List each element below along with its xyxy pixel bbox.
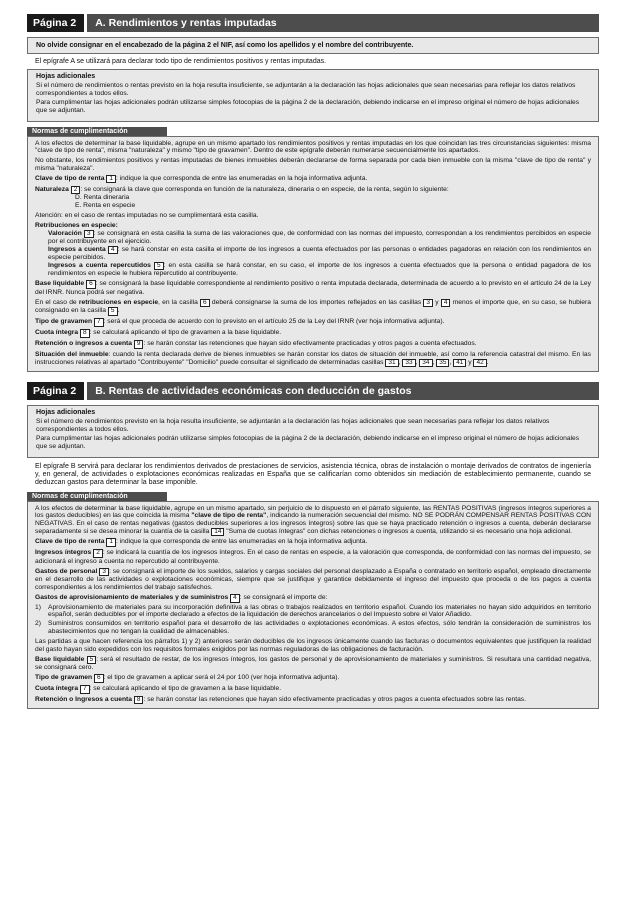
casilla-box: 3 bbox=[84, 230, 94, 239]
gastos-personal-rule: Gastos de personal 3 : se consignará el importe de los sueldos, salarios y cargas sociales del personal desplazado a España o contratado en territorio español, empleado directamente en el desarrollo de las actividades o explotaciones económicas, siempre que se justifique y garantice debidamente el ingreso del impuesto que proceda o de los pagos a cuenta correspondientes a los rendimientos del trabajo satisfechos. bbox=[35, 567, 591, 591]
casilla-box: 6 bbox=[94, 674, 104, 683]
casilla-box: 7 bbox=[94, 318, 104, 327]
clave-tipo-renta-rule: Clave de tipo de renta 1 : indique la que corresponda de entre las enumeradas en la hoja informativa adjunta. bbox=[35, 174, 368, 182]
casilla-box: 6 bbox=[200, 299, 210, 308]
casilla-box: 3 bbox=[99, 568, 109, 577]
casilla-box: 35 bbox=[436, 359, 449, 368]
casilla-box: 4 bbox=[230, 594, 240, 603]
tipo-gravamen-rule: Tipo de gravamen 7 : será el que proceda de acuerdo con lo previsto en el artículo 25 de la Ley del IRNR (ver hoja informativa adjunta). bbox=[35, 318, 445, 326]
retribuciones-heading: Retribuciones en especie: bbox=[35, 221, 118, 229]
casilla-box: 5 bbox=[108, 307, 118, 316]
casilla-box: 34 bbox=[419, 359, 432, 368]
tipo-gravamen-rule: Tipo de gravamen 6 : el tipo de gravamen a aplicar será el 24 por 100 (ver hoja informativa adjunta). bbox=[35, 674, 340, 682]
section-a-title: A. Rendimientos y rentas imputadas bbox=[87, 14, 599, 32]
hojas-heading: Hojas adicionales bbox=[36, 73, 96, 80]
cuota-integra-rule: Cuota íntegra 7 : se calculará aplicando el tipo de gravamen a la base liquidable. bbox=[35, 685, 282, 693]
ingresos-cuenta-rule: Ingresos a cuenta 4 : se hará constar en esta casilla el importe de los ingresos a cuenta efectuados por las personas o entidades pagadoras en relación con los rendimientos en especie percibidos. bbox=[48, 245, 591, 262]
normas-paragraph: No obstante, los rendimientos positivos y rentas imputadas de bienes inmuebles deberán declararse de forma separada por cada bien inmueble con la misma "clave de tipo de renta" y misma "naturaleza". bbox=[35, 157, 591, 172]
naturaleza-option: D. Renta dineraria bbox=[75, 194, 130, 202]
hojas-paragraph-2: Para cumplimentar las hojas adicionales podrán utilizarse simples fotocopias de la página 2 de la declaración, debiendo indicarse en el impreso original el número de hojas adicionales que se adjuntan. bbox=[36, 435, 580, 451]
casilla-box: 4 bbox=[108, 246, 118, 255]
hojas-paragraph-1: Si el número de rendimientos previsto en la hoja resulta insuficiente, se adjuntarán a la declaración las hojas adicionales que sean necesarias para reflejar los datos relativos correspondientes a todos ellos. bbox=[36, 418, 550, 433]
section-a-normas bbox=[27, 127, 599, 373]
casilla-box: 31 bbox=[385, 359, 398, 368]
casilla-box: 8 bbox=[134, 696, 144, 705]
retribuciones-casilla-rule: En el caso de retribuciones en especie, en la casilla 6 deberá consignarse la suma de los importes reflejados en las casillas 3 y 4 menos el importe que, en su caso, se hubiera consignado en la casilla 5 . bbox=[35, 298, 591, 315]
hojas-paragraph-2: Para cumplimentar las hojas adicionales podrán utilizarse simples fotocopias de la página 2 de la declaración, debiendo indicarse en el impreso original el número de hojas adicionales que se adjuntan. bbox=[36, 99, 580, 114]
casilla-box: 5 bbox=[154, 262, 164, 271]
aprovisionamiento-rule: Gastos de aprovisionamiento de materiales y de suministros 4 : se consignará el importe de: bbox=[35, 594, 328, 601]
base-liquidable-rule: Base liquidable 5 : será el resultado de restar, de los ingresos íntegros, los gastos de personal y de aprovisionamiento de materiales y suministros. Si resultara una cantidad negativa, se consignará cero. bbox=[35, 655, 591, 672]
ingresos-repercutidos-rule: Ingresos a cuenta repercutidos 5 : en esta casilla se hará constar, en su caso, el importe de los ingresos a cuenta efectuados que la persona o entidad pagadora de los rendimientos en especie le hubiera repercutido al contribuyente. bbox=[48, 261, 591, 278]
retencion-rule: Retención o ingresos a cuenta 9 : se harán constar las retenciones que hayan sido efectivamente practicadas y otros pagos a cuenta efectuados. bbox=[35, 340, 477, 348]
casilla-box: 41 bbox=[453, 359, 466, 368]
situacion-inmueble-rule: Situación del inmueble: cuando la renta declarada derive de bienes inmuebles se harán constar los datos de situación del inmueble, así como la referencia catastral del mismo. En las instrucciones relativas al apartado "Contribuyente" "Domicilio" puede consultar el significado de determinadas casillas 31 , 33 , 34 , 35 , 41 y 42 . bbox=[35, 351, 591, 366]
partidas-paragraph: Las partidas a que hacen referencia los párrafos 1) y 2) anteriores serán deducibles de los ingresos únicamente cuando las facturas o documentos equivalentes que justifiquen la realidad del gasto hayan sido expedidos con los requisitos formales exigidos por las normas reguladoras de las obligaciones de facturación. bbox=[35, 637, 591, 653]
cuota-integra-rule: Cuota íntegra 8 : se calculará aplicando el tipo de gravamen a la base liquidable. bbox=[35, 329, 282, 337]
section-b-hojas-adicionales bbox=[27, 405, 599, 458]
casilla-box: 4 bbox=[441, 299, 451, 308]
normas-body bbox=[27, 501, 599, 710]
casilla-box: 2 bbox=[71, 186, 81, 195]
list-item: 2) Suministros consumidos en territorio español para el desarrollo de las actividades o explotaciones económicas. A estos efectos, sólo tendrán la consideración de suministros los abastecimientos que no tengan la cualidad de almacenables. bbox=[35, 620, 591, 635]
normas-paragraph: A los efectos de determinar la base liquidable, agrupe en un mismo apartado, sin perjuicio de lo dispuesto en el párrafo siguiente, las RENTAS POSITIVAS (ingresos íntegros superiores a los gastos deducibles) en las que coincida la misma "clave de tipo de renta", indicando la numeración secuencial del mismo. NO SE PODRÁN COMPENSAR RENTAS POSITIVAS CON NEGATIVAS. En el caso de rentas negativas (gastos deducibles superiores a los ingresos íntegros) sobre las que se haya practicado retención o ingresos a cuenta, deberán declararse separadamente si se desea minorar la cuantía de la casilla 14 "Suma de cuotas íntegras" con dichas retenciones o ingresos a cuenta, utilizando si es necesario una hoja adicional. bbox=[35, 504, 591, 535]
hojas-paragraph-1: Si el número de rendimientos o rentas previsto en la hoja resulta insuficiente, se adjuntarán a la declaración las hojas adicionales que sean necesarias para reflejar los datos relativos correspondientes a todos ellos. bbox=[36, 81, 576, 97]
casilla-box: 3 bbox=[423, 299, 433, 308]
nif-notice: No olvide consignar en el encabezado de la página 2 el NIF, así como los apellidos y el nombre del contribuyente. bbox=[27, 37, 599, 54]
casilla-box: 2 bbox=[93, 549, 103, 558]
casilla-box: 33 bbox=[402, 359, 415, 368]
naturaleza-rule: Naturaleza 2 : se consignará la clave que corresponda en función de la naturaleza, dineraria o en especie, de la renta, según lo siguiente: bbox=[35, 185, 449, 193]
casilla-box: 42 bbox=[473, 359, 486, 368]
casilla-box: 1 bbox=[106, 175, 116, 184]
normas-heading: Normas de cumplimentación bbox=[27, 127, 167, 136]
section-b-intro: El epígrafe B servirá para declarar los rendimientos derivados de prestaciones de servicios, asistencia técnica, obras de instalación o montaje derivados de contratos de ingeniería y, en general, de actividades o explotaciones económicas realizadas en España que se calificarían como obtenidos sin mediación de establecimiento permanente, cuando se deduzcan gastos para determinar la base imponible. bbox=[35, 462, 591, 486]
section-a-intro: El epígrafe A se utilizará para declarar todo tipo de rendimientos positivos y rentas imputadas. bbox=[35, 58, 327, 65]
document-page bbox=[27, 14, 599, 715]
casilla-box: 8 bbox=[80, 329, 90, 338]
ingresos-integros-rule: Ingresos íntegros 2 : se indicará la cuantía de los ingresos íntegros. En el caso de rentas en especie, a la valoración que corresponda, de conformidad con las normas del impuesto, se adicionará el ingreso a cuenta no repercutido al contribuyente. bbox=[35, 549, 592, 565]
section-b-header bbox=[27, 382, 599, 400]
base-liquidable-rule: Base liquidable 6 : se consignará la base liquidable correspondiente al rendimiento positivo o renta imputada declarada, determinada de acuerdo a lo previsto en el artículo 24 de la Ley del IRNR. Nunca podrá ser negativa. bbox=[35, 280, 591, 296]
hojas-heading: Hojas adicionales bbox=[36, 409, 96, 417]
normas-body bbox=[27, 136, 599, 373]
section-a-header bbox=[27, 14, 599, 32]
casilla-box: 6 bbox=[86, 280, 96, 289]
section-a-page-label: Página 2 bbox=[27, 14, 84, 32]
casilla-box: 9 bbox=[134, 340, 144, 349]
retencion-rule: Retención o Ingresos a cuenta 8 : se harán constar las retenciones que hayan sido efectivamente practicadas y otros pagos a cuenta efectuados sobre las rentas. bbox=[35, 695, 527, 703]
section-b-title: B. Rentas de actividades económicas con deducción de gastos bbox=[87, 382, 599, 400]
list-item: 1) Aprovisionamiento de materiales para su incorporación definitiva a las obras o trabajos realizados en territorio español. Cuando los materiales no hayan sido adquiridos en territorio español, serán deducibles por el importe declarado a efectos de la liquidación de derechos arancelarios o del Impuesto sobre el Valor Añadido. bbox=[35, 603, 591, 619]
casilla-box: 14 bbox=[211, 528, 224, 537]
section-a-hojas-adicionales bbox=[27, 69, 599, 122]
normas-paragraph: A los efectos de determinar la base liquidable, agrupe en un mismo apartado los rendimientos positivos y rentas imputadas en los que coincidan las tres circunstancias siguientes: misma "clave de tipo de renta", misma "naturaleza" y mismo "tipo de gravamen". Dentro de este epígrafe deberán numerarse secuencialmente los apartados. bbox=[35, 139, 591, 155]
atencion-note: Atención: en el caso de rentas imputadas no se cumplimentará esta casilla. bbox=[35, 211, 259, 219]
clave-tipo-renta-rule: Clave de tipo de renta 1 : indique la que corresponda de entre las enumeradas en la hoja informativa adjunta. bbox=[35, 538, 368, 546]
section-b-normas bbox=[27, 492, 599, 710]
normas-heading: Normas de cumplimentación bbox=[27, 492, 167, 501]
valoracion-rule: Valoración 3 : se consignará en esta casilla la suma de las valoraciones que, de conformidad con las normas del impuesto, correspondan a los rendimientos percibidos en especie por el contribuyente en el ejercicio. bbox=[48, 229, 591, 246]
casilla-box: 5 bbox=[87, 656, 97, 665]
casilla-box: 1 bbox=[106, 538, 116, 547]
section-b-page-label: Página 2 bbox=[27, 382, 84, 400]
naturaleza-option: E. Renta en especie bbox=[75, 201, 136, 209]
casilla-box: 7 bbox=[80, 685, 90, 694]
